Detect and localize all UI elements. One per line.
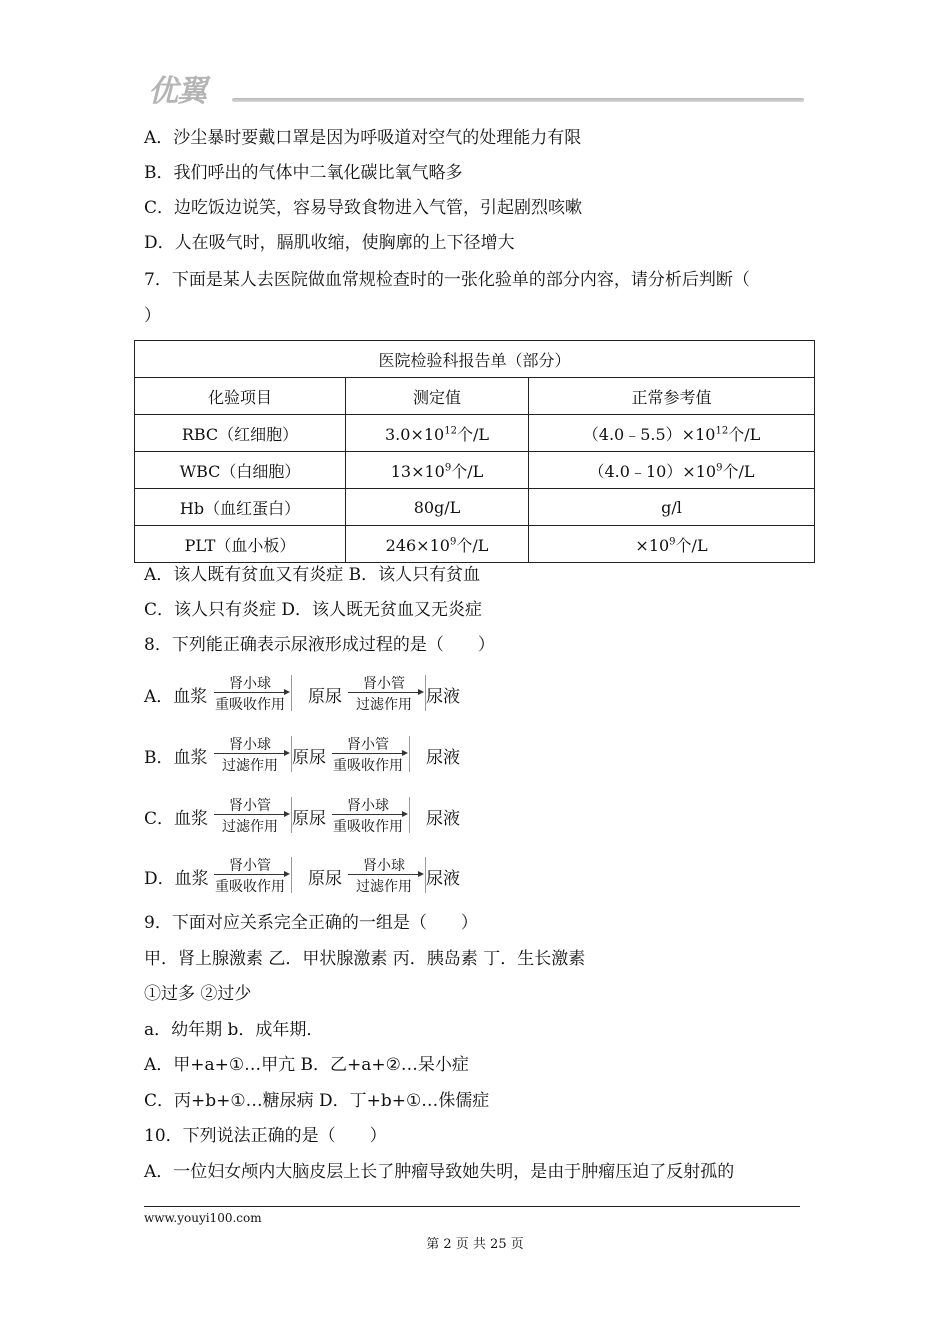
- flow-arrow: [212, 673, 292, 713]
- q6-option-d: D．人在吸气时，膈肌收缩，使胸廓的上下径增大: [144, 233, 515, 253]
- arrow-shaft: [214, 874, 286, 875]
- cell-value: $3.0\times 10^{12}$个/L: [346, 415, 529, 452]
- arrow-shaft: [348, 692, 420, 693]
- cell-value: $246\times 10^9$个/L: [346, 526, 529, 563]
- table-title-row: [135, 341, 815, 378]
- arrow-bottom-label: 过滤作用: [356, 879, 412, 895]
- q7-options-line2: C．该人只有炎症 D．该人既无贫血又无炎症: [144, 600, 483, 620]
- table-row: [135, 415, 815, 452]
- q7-stem-line2: ）: [144, 306, 161, 326]
- q8-stem: 8．下列能正确表示尿液形成过程的是（ ）: [144, 635, 495, 655]
- arrow-top-label: 肾小球: [229, 737, 271, 753]
- flow-mid: 原尿: [292, 809, 326, 829]
- table-row: [135, 452, 815, 489]
- arrow-bottom-label: 重吸收作用: [333, 819, 403, 835]
- table-row: [135, 526, 815, 563]
- header-value: 测定值: [346, 378, 529, 415]
- arrow-bottom-label: 过滤作用: [222, 819, 278, 835]
- arrow-top-label: 肾小管: [229, 798, 271, 814]
- arrow-top-label: 肾小管: [363, 676, 405, 692]
- arrow-shaft: [214, 753, 286, 754]
- table-row: [135, 489, 815, 526]
- arrow-divider: [291, 675, 292, 711]
- cell-reference: $(4.0﹣10)\times 10^9$个/L: [529, 452, 815, 489]
- q9-period: a．幼年期 b．成年期．: [144, 1020, 324, 1040]
- arrow-bottom-label: 重吸收作用: [215, 697, 285, 713]
- arrow-shaft: [214, 814, 286, 815]
- flow-label: A．血浆: [144, 687, 208, 707]
- footer-url[interactable]: www.youyi100.com: [144, 1211, 262, 1225]
- q9-hormones: 甲．肾上腺激素 乙．甲状腺激素 丙．胰岛素 丁．生长激素: [144, 949, 586, 969]
- flow-end: 尿液: [426, 809, 460, 829]
- flow-arrow: [346, 855, 426, 895]
- flow-end: 尿液: [426, 869, 460, 889]
- cell-reference: $(4.0﹣5.5)\times 10^{12}$个/L: [529, 415, 815, 452]
- arrow-divider: [409, 797, 410, 833]
- q9-options-line1: A．甲+a+①…甲亢 B．乙+a+②…呆小症: [144, 1055, 469, 1075]
- cell-reference: g/l: [529, 489, 815, 526]
- cell-item: Hb（血红蛋白）: [135, 489, 346, 526]
- header-reference: 正常参考值: [529, 378, 815, 415]
- arrow-top-label: 肾小管: [347, 737, 389, 753]
- q6-option-c: C．边吃饭边说笑，容易导致食物进入气管，引起剧烈咳嗽: [144, 198, 583, 218]
- cell-reference: $\times 10^9$个/L: [529, 526, 815, 563]
- cell-item: PLT（血小板）: [135, 526, 346, 563]
- table-title: 医院检验科报告单（部分）: [135, 341, 815, 378]
- q9-options-line2: C．丙+b+①…糖尿病 D．丁+b+①…侏儒症: [144, 1091, 490, 1111]
- flow-end: 尿液: [426, 748, 460, 768]
- arrow-shaft: [348, 874, 420, 875]
- arrow-bottom-label: 过滤作用: [222, 758, 278, 774]
- arrow-bottom-label: 过滤作用: [356, 697, 412, 713]
- header-item: 化验项目: [135, 378, 346, 415]
- arrow-top-label: 肾小管: [229, 858, 271, 874]
- header-rule: [232, 98, 804, 102]
- arrow-shaft: [332, 753, 404, 754]
- q7-stem-line1: 7．下面是某人去医院做血常规检查时的一张化验单的部分内容，请分析后判断（: [144, 270, 750, 290]
- flow-end: 尿液: [426, 687, 460, 707]
- flow-arrow: [212, 795, 292, 835]
- q10-stem: 10．下列说法正确的是（ ）: [144, 1126, 387, 1146]
- flow-arrow: [346, 673, 426, 713]
- page-number: 第 2 页 共 25 页: [426, 1237, 524, 1252]
- lab-report-table: [134, 340, 815, 563]
- arrow-shaft: [332, 814, 404, 815]
- flow-mid: 原尿: [292, 748, 326, 768]
- footer-rule: [144, 1206, 800, 1207]
- q6-option-a: A．沙尘暴时要戴口罩是因为呼吸道对空气的处理能力有限: [144, 128, 582, 148]
- q9-stem: 9．下面对应关系完全正确的一组是（ ）: [144, 913, 478, 933]
- flow-mid: 原尿: [308, 687, 342, 707]
- cell-value: $13\times 10^9$个/L: [346, 452, 529, 489]
- table-header-row: [135, 378, 815, 415]
- brand-logo: 优翼: [148, 74, 206, 109]
- arrow-shaft: [214, 692, 286, 693]
- flow-arrow: [330, 795, 410, 835]
- flow-label: C．血浆: [144, 809, 209, 829]
- cell-value: 80g/L: [346, 489, 529, 526]
- arrow-top-label: 肾小球: [363, 858, 405, 874]
- flow-arrow: [330, 734, 410, 774]
- arrow-top-label: 肾小球: [229, 676, 271, 692]
- flow-arrow: [212, 734, 292, 774]
- flow-label: D．血浆: [144, 869, 209, 889]
- q6-option-b: B．我们呼出的气体中二氧化碳比氧气略多: [144, 163, 463, 183]
- arrow-divider: [409, 736, 410, 772]
- flow-mid: 原尿: [308, 869, 342, 889]
- arrow-top-label: 肾小球: [347, 798, 389, 814]
- cell-item: WBC（白细胞）: [135, 452, 346, 489]
- flow-label: B．血浆: [144, 748, 208, 768]
- arrow-bottom-label: 重吸收作用: [333, 758, 403, 774]
- q7-options-line1: A．该人既有贫血又有炎症 B．该人只有贫血: [144, 565, 481, 585]
- flow-arrow: [212, 855, 292, 895]
- arrow-divider: [291, 857, 292, 893]
- cell-item: RBC（红细胞）: [135, 415, 346, 452]
- arrow-bottom-label: 重吸收作用: [215, 879, 285, 895]
- q9-amount: ①过多 ②过少: [144, 984, 252, 1004]
- q10-option-a: A．一位妇女颅内大脑皮层上长了肿瘤导致她失明，是由于肿瘤压迫了反射孤的: [144, 1162, 735, 1182]
